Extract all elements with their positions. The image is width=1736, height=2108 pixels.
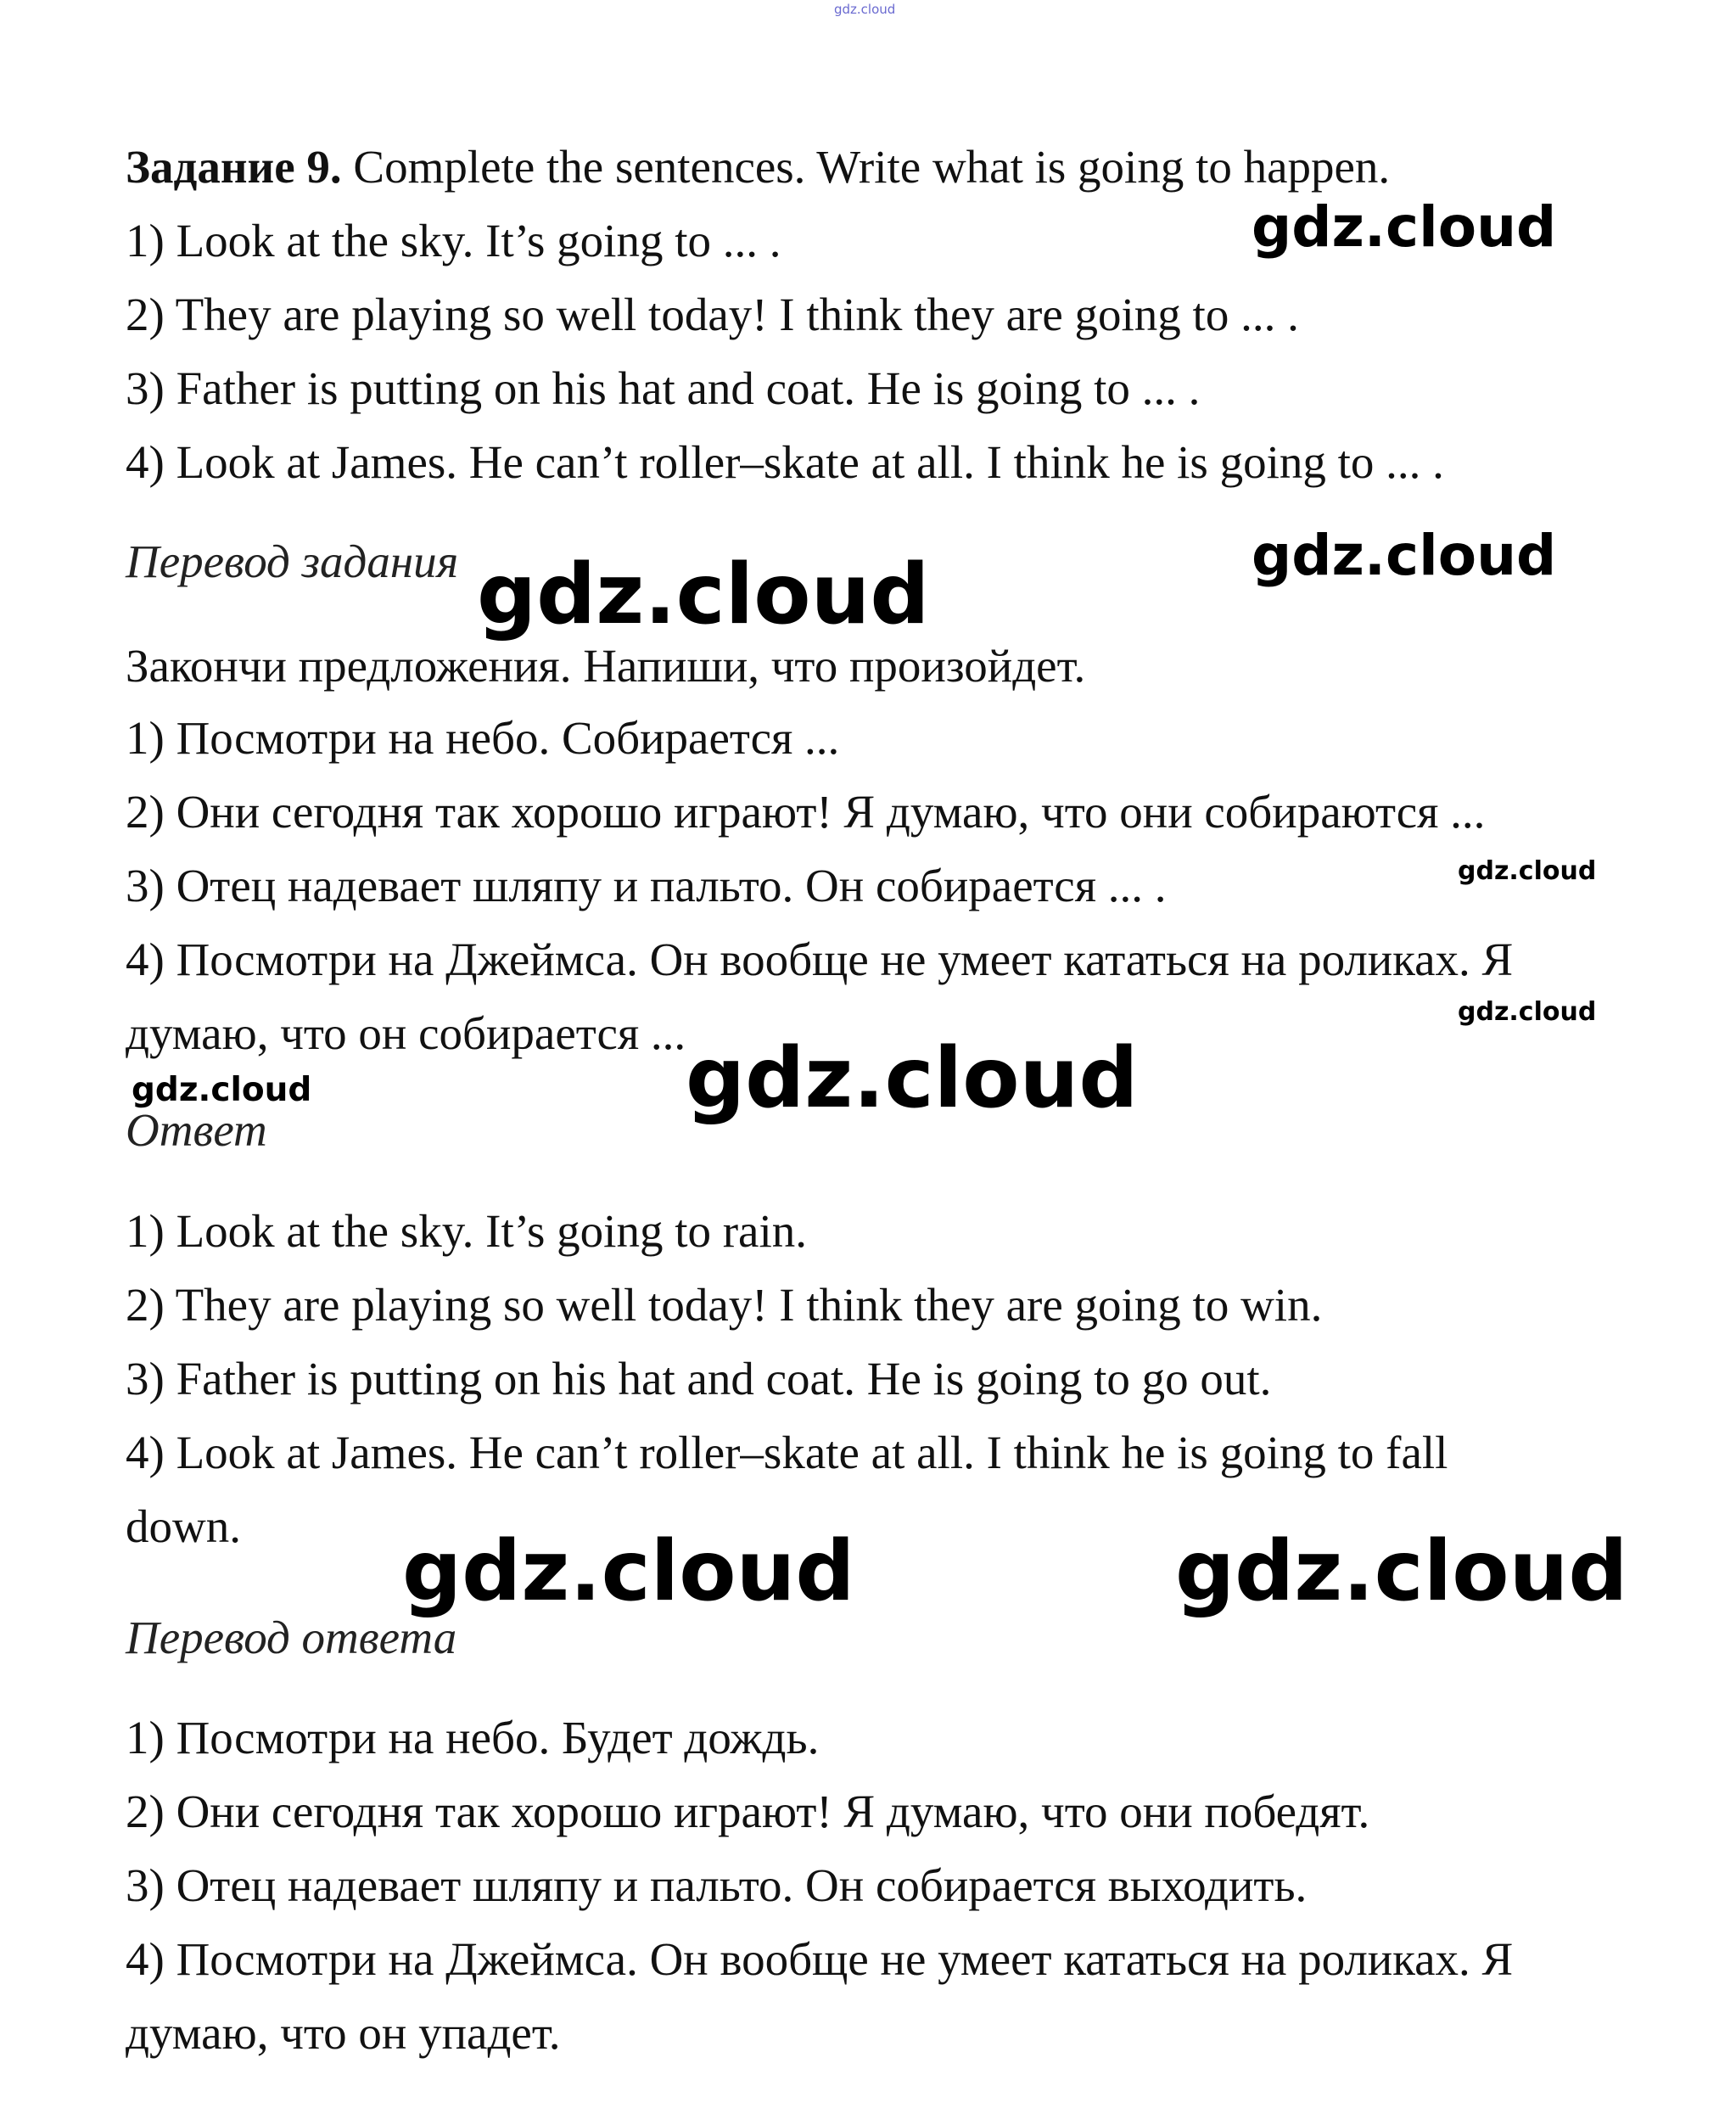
answer-translation-item-1: 1) Посмотри на небо. Будет дождь. (126, 1712, 820, 1763)
answer-item-1: 1) Look at the sky. It’s going to rain. (126, 1205, 807, 1257)
answer-heading: Ответ (126, 1104, 267, 1156)
watermark-top: gdz.cloud (834, 2, 896, 17)
answer-item-3: 3) Father is putting on his hat and coat. He is going to go out. (126, 1353, 1272, 1404)
task-translation-heading: Перевод задания (126, 535, 459, 587)
task-translation-instruction: Закончи предложения. Напиши, что произойдет. (126, 640, 1086, 692)
watermark-7: gdz.cloud (686, 1030, 1139, 1127)
task-translation-item-2: 2) Они сегодня так хорошо играют! Я думаю, что они собираются ... (126, 786, 1486, 838)
watermark-1: gdz.cloud (1252, 194, 1557, 260)
task-label: Задание 9. (126, 141, 342, 193)
watermark-5: gdz.cloud (1458, 997, 1597, 1027)
task-header (126, 140, 1390, 194)
task-item-3: 3) Father is putting on his hat and coat. He is going to ... . (126, 362, 1201, 414)
watermark-3: gdz.cloud (477, 547, 930, 643)
task-translation-item-1: 1) Посмотри на небо. Собирается ... (126, 712, 840, 764)
watermark-8: gdz.cloud (402, 1523, 855, 1620)
answer-item-2: 2) They are playing so well today! I think they are going to win. (126, 1279, 1323, 1331)
watermark-9: gdz.cloud (1175, 1523, 1628, 1620)
answer-item-4-cont: down. (126, 1500, 241, 1552)
task-translation-item-3: 3) Отец надевает шляпу и пальто. Он собирается ... . (126, 860, 1167, 911)
answer-item-4: 4) Look at James. He can’t roller–skate at all. I think he is going to fall (126, 1427, 1448, 1478)
answer-translation-item-2: 2) Они сегодня так хорошо играют! Я думаю, что они победят. (126, 1786, 1370, 1837)
task-item-1: 1) Look at the sky. It’s going to ... . (126, 215, 781, 266)
answer-translation-heading: Перевод ответа (126, 1612, 457, 1663)
watermark-2: gdz.cloud (1252, 523, 1557, 588)
task-translation-item-4: 4) Посмотри на Джеймса. Он вообще не умеет кататься на роликах. Я (126, 933, 1514, 985)
watermark-4: gdz.cloud (1458, 856, 1597, 886)
task-instruction: Complete the sentences. Write what is going to happen. (353, 141, 1391, 193)
task-item-4: 4) Look at James. He can’t roller–skate at all. I think he is going to ... . (126, 436, 1444, 488)
watermark-6: gdz.cloud (132, 1071, 312, 1109)
answer-translation-item-4-cont: думаю, что он упадет. (126, 2007, 561, 2059)
answer-translation-item-4: 4) Посмотри на Джеймса. Он вообще не умеет кататься на роликах. Я (126, 1933, 1514, 1985)
task-item-2: 2) They are playing so well today! I think they are going to ... . (126, 289, 1299, 340)
task-translation-item-4-cont: думаю, что он собирается ... (126, 1007, 686, 1059)
answer-translation-item-3: 3) Отец надевает шляпу и пальто. Он собирается выходить. (126, 1859, 1308, 1911)
